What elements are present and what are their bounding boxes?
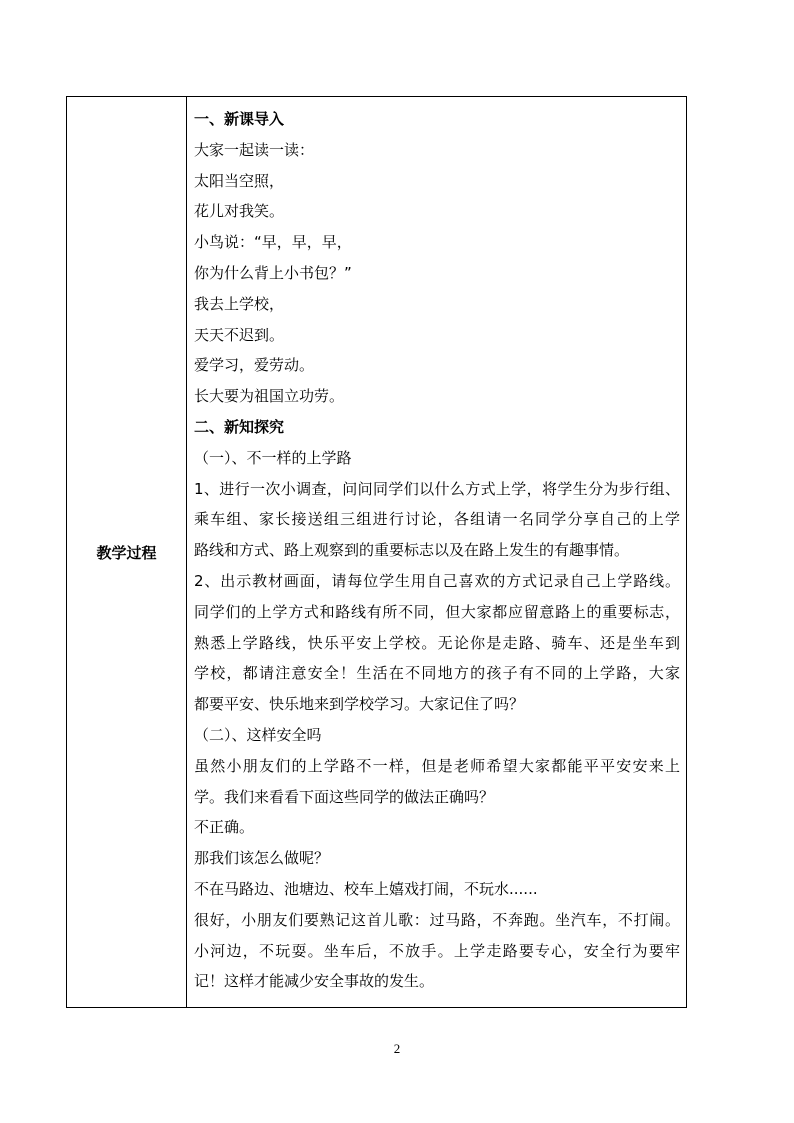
page-number: 2 (393, 1041, 401, 1056)
content-line: 太阳当空照， (194, 171, 285, 190)
row-label-cell (67, 97, 187, 1007)
content-line: （二）、这样安全吗 (194, 725, 322, 744)
content-line: 不正确。 (194, 818, 255, 837)
content-line: 学校，都请注意安全！生活在不同地方的孩子有不同的上学路，大家 (194, 664, 680, 683)
content-line: 1、进行一次小调查，问问同学们以什么方式上学，将学生分为步行组、 (194, 479, 680, 498)
lesson-content-cell (187, 97, 686, 1007)
content-line: 那我们该怎么做呢？ (194, 849, 330, 868)
content-line: 天天不迟到。 (194, 325, 285, 344)
content-line: 不在马路边、池塘边、校车上嬉戏打闹，不玩水...... (194, 879, 538, 898)
row-label: 教学过程 (96, 543, 157, 562)
content-line: 很好，小朋友们要熟记这首儿歌：过马路，不奔跑。坐汽车，不打闹。 (194, 910, 680, 929)
content-line: 虽然小朋友们的上学路不一样，但是老师希望大家都能平平安安来上 (194, 756, 680, 775)
content-line: 我去上学校， (194, 294, 285, 313)
content-line: 都要平安、快乐地来到学校学习。大家记住了吗？ (194, 695, 525, 714)
content-line: 同学们的上学方式和路线有所不同，但大家都应留意路上的重要标志， (194, 602, 680, 621)
content-line: 2、出示教材画面，请每位学生用自己喜欢的方式记录自己上学路线。 (194, 571, 680, 590)
content-line: （一）、不一样的上学路 (194, 448, 352, 467)
content-line: 花儿对我笑。 (194, 202, 285, 221)
content-line: 小河边，不玩耍。坐车后，不放手。上学走路要专心，安全行为要牢 (194, 941, 680, 960)
content-line: 学。我们来看看下面这些同学的做法正确吗？ (194, 787, 495, 806)
content-line: 路线和方式、路上观察到的重要标志以及在路上发生的有趣事情。 (194, 541, 630, 560)
content-line: 熟悉上学路线，快乐平安上学校。无论你是走路、骑车、还是坐车到 (194, 633, 680, 652)
content-line: 记！这样才能减少安全事故的发生。 (194, 972, 435, 991)
lesson-table (66, 96, 687, 1008)
content-line: 爱学习，爱劳动。 (194, 356, 315, 375)
content-line: 长大要为祖国立功劳。 (194, 387, 345, 406)
content-line: 大家一起读一读： (194, 140, 315, 159)
content-line: 乘车组、家长接送组三组进行讨论，各组请一名同学分享自己的上学 (194, 510, 680, 529)
section-heading: 一、新课导入 (194, 110, 285, 128)
content-line: 你为什么背上小书包？” (194, 263, 352, 282)
section-heading: 二、新知探究 (194, 417, 285, 436)
content-line: 小鸟说：“早，早，早， (194, 233, 352, 252)
